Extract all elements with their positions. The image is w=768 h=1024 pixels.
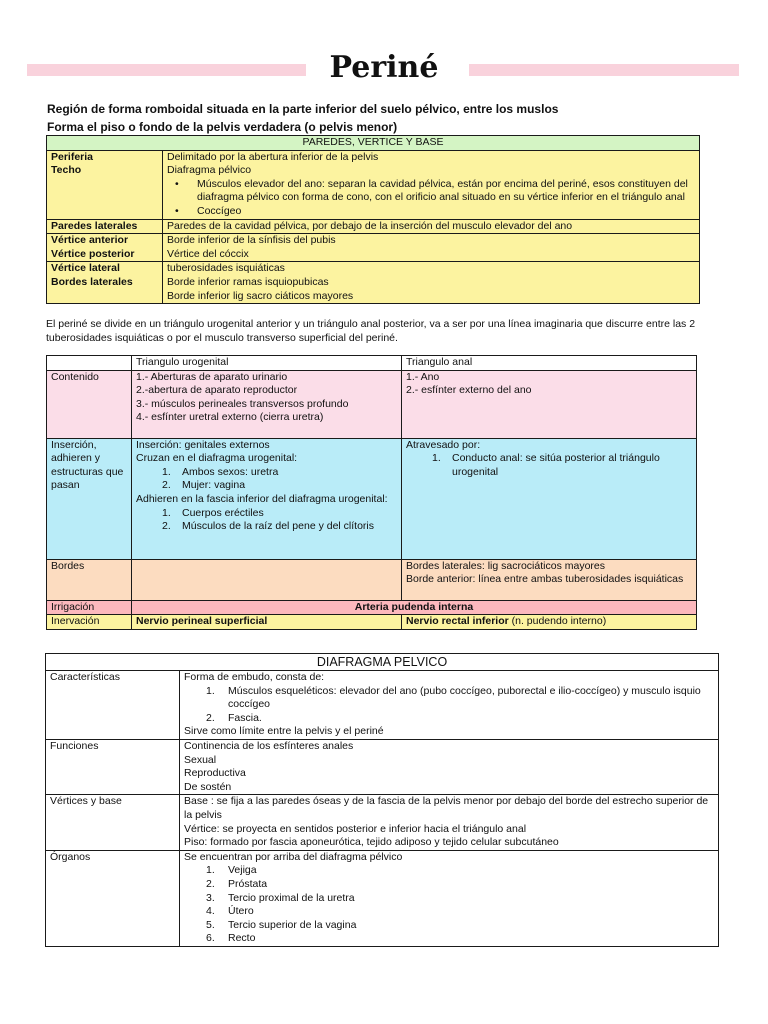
list-text: Cuerpos eréctiles <box>182 506 264 519</box>
list-text: Tercio proximal de la uretra <box>228 891 355 904</box>
table-row <box>47 438 697 559</box>
list-item <box>206 919 714 933</box>
page-title: Periné <box>329 50 439 85</box>
table-header-row <box>47 356 697 371</box>
label: Vértice lateral <box>51 262 120 275</box>
line: Forma de embudo, consta de: <box>184 671 325 683</box>
numbered-list <box>206 864 714 946</box>
title-area <box>0 48 768 88</box>
row-label <box>47 234 163 262</box>
cell <box>180 671 719 740</box>
line: 4.- esfínter uretral externo (cierra uretra) <box>136 411 324 424</box>
numbered-list <box>432 452 692 479</box>
row-label: Inervación <box>47 615 132 630</box>
label: Vértice anterior <box>51 234 129 247</box>
cell <box>180 795 719 850</box>
intro-line: Forma el piso o fondo de la pelvis verdadera (o pelvis menor) <box>47 120 398 134</box>
line: Sexual <box>184 753 217 766</box>
table-row <box>47 559 697 600</box>
row-label <box>47 150 163 219</box>
line: 1.- Aberturas de aparato urinario <box>136 370 288 383</box>
text: (n. pudendo interno) <box>508 615 607 628</box>
list-item <box>432 452 692 479</box>
list-text: Recto <box>228 932 256 945</box>
table-header: DIAFRAGMA PELVICO <box>46 654 719 671</box>
label-techo: Techo <box>51 164 82 177</box>
row-label: Contenido <box>47 370 132 438</box>
list-number: 4. <box>206 905 215 918</box>
cell <box>402 615 697 630</box>
list-number: 2. <box>206 877 215 890</box>
line: Continencia de los esfínteres anales <box>184 739 354 752</box>
table-header: PAREDES, VERTICE Y BASE <box>47 136 700 151</box>
cell <box>132 438 402 559</box>
intro-line: Región de forma romboidal situada en la parte inferior del suelo pélvico, entre los muslos <box>47 102 559 116</box>
row-label: Bordes <box>47 559 132 600</box>
row-value: Paredes de la cavidad pélvica, por debajo de la inserción del musculo elevador del ano <box>163 219 700 234</box>
intro <box>47 100 727 136</box>
numbered-list <box>206 685 714 726</box>
list-item <box>162 479 397 493</box>
row-label <box>47 262 163 304</box>
list-item <box>206 905 714 919</box>
cell <box>180 850 719 946</box>
table-row <box>47 615 697 630</box>
line: 2.- esfínter externo del ano <box>406 384 532 397</box>
walls-vertex-base-table <box>46 135 700 304</box>
line: Borde anterior: línea entre ambas tuberosidades isquiáticas <box>406 573 684 586</box>
list-item <box>162 507 397 521</box>
table-row <box>47 262 700 304</box>
line: Adhieren en la fascia inferior del diafragma urogenital: <box>136 492 388 505</box>
list-number: 2. <box>162 520 171 533</box>
table-row <box>46 850 719 946</box>
list-number: 2. <box>162 479 171 492</box>
list-text: Conducto anal: se sitúa posterior al triángulo urogenital <box>452 452 660 478</box>
row-value <box>163 234 700 262</box>
list-text: Próstata <box>228 877 268 890</box>
line: tuberosidades isquiáticas <box>167 262 285 275</box>
cell <box>132 370 402 438</box>
list-item <box>206 685 714 712</box>
line: 1.- Ano <box>406 370 440 383</box>
list-number: 1. <box>206 864 215 877</box>
cell <box>402 559 697 600</box>
list-item <box>162 466 397 480</box>
column-header: Triangulo urogenital <box>132 356 402 371</box>
line: Vértice: se proyecta en sentidos posterior e inferior hacia el triángulo anal <box>184 822 527 835</box>
bold-text: Nervio rectal inferior <box>406 615 509 628</box>
paragraph: El periné se divide en un triángulo urogenital anterior y un triángulo anal posterior, va a ser por una línea imaginaria que discurre entre las 2 tuberosidades isquiáticas o por el musculo transverso superficial del periné. <box>46 318 696 344</box>
line: Vértice del cóccix <box>167 247 249 260</box>
cell: Nervio perineal superficial <box>132 615 402 630</box>
list-text: Fascia. <box>228 711 262 724</box>
line: Se encuentran por arriba del diafragma pélvico <box>184 850 403 863</box>
list-text: Mujer: vagina <box>182 479 246 492</box>
column-header: Triangulo anal <box>402 356 697 371</box>
table-row <box>47 234 700 262</box>
list-item: • Músculos elevador del ano: separan la cavidad pélvica, están por encima del periné, esos constituyen del diafragma pélvico con forma de cono, con el orificio anal situado en su vértice inferior en el triángulo anal <box>197 178 695 205</box>
list-number: 5. <box>206 918 215 931</box>
list-text: Músculos esqueléticos: elevador del ano (pubo coccígeo, puborectal e ilio-coccígeo) y musculo isquio coccígeo <box>228 684 701 711</box>
list-text: Útero <box>228 905 254 918</box>
numbered-list <box>162 466 397 493</box>
cell <box>132 559 402 600</box>
list-number: 6. <box>206 932 215 945</box>
row-value <box>163 150 700 219</box>
bullet-list <box>197 178 695 219</box>
list-text: Vejiga <box>228 864 257 877</box>
row-label: Irrigación <box>47 600 132 615</box>
list-item <box>162 520 397 534</box>
line: De sostén <box>184 780 232 793</box>
column-header <box>47 356 132 371</box>
line: Cruzan en el diafragma urogenital: <box>136 452 298 465</box>
list-item <box>206 864 714 878</box>
table-row <box>46 739 719 794</box>
list-text: Ambos sexos: uretra <box>182 465 279 478</box>
row-label: Características <box>46 671 180 740</box>
row-label: Funciones <box>46 739 180 794</box>
list-item <box>206 932 714 946</box>
table-row <box>47 600 697 615</box>
list-number: 3. <box>206 891 215 904</box>
line: Borde inferior lig sacro ciáticos mayores <box>167 289 354 302</box>
list-item <box>206 892 714 906</box>
row-label: Vértices y base <box>46 795 180 850</box>
pelvic-diaphragm-table <box>45 653 719 947</box>
cell: Arteria pudenda interna <box>132 600 697 615</box>
list-text: Tercio superior de la vagina <box>228 918 357 931</box>
triangles-table <box>46 355 697 630</box>
list-number: 1. <box>162 506 171 519</box>
label-periferia: Periferia <box>51 150 94 163</box>
cell <box>402 438 697 559</box>
row-label: Órganos <box>46 850 180 946</box>
line: 2.-abertura de aparato reproductor <box>136 384 298 397</box>
label: Vértice posterior <box>51 247 135 260</box>
table-row <box>47 370 697 438</box>
table-row <box>46 671 719 740</box>
line: Diafragma pélvico <box>167 164 252 177</box>
row-value <box>163 262 700 304</box>
list-number: 1. <box>206 684 215 697</box>
numbered-list <box>162 507 397 534</box>
line: Delimitado por la abertura inferior de la pelvis <box>167 150 379 163</box>
table-row <box>47 219 700 234</box>
list-item <box>206 712 714 726</box>
table-row <box>46 795 719 850</box>
list-number: 2. <box>206 711 215 724</box>
row-label: Inserción, adhieren y estructuras que pasan <box>47 438 132 559</box>
list-number: 1. <box>432 452 441 465</box>
list-number: 1. <box>162 465 171 478</box>
line: 3.- músculos perineales transversos profundo <box>136 397 349 410</box>
list-text: Músculos de la raíz del pene y del clítoris <box>182 520 375 533</box>
line: Piso: formado por fascia aponeurótica, tejido adiposo y tejido celular subcutáneo <box>184 836 559 849</box>
line: Inserción: genitales externos <box>136 438 270 451</box>
table-row <box>47 150 700 219</box>
line: Atravesado por: <box>406 438 481 451</box>
cell <box>180 739 719 794</box>
list-item: • Coccígeo <box>197 205 695 219</box>
line: Base : se fija a las paredes óseas y de la fascia de la pelvis menor por debajo del borde del estrecho superior de la pelvis <box>184 795 709 821</box>
cell <box>402 370 697 438</box>
line: Bordes laterales: lig sacrociáticos mayores <box>406 559 605 572</box>
line: Borde inferior de la sínfisis del pubis <box>167 234 336 247</box>
line: Borde inferior ramas isquiopubicas <box>167 275 329 288</box>
line: Sirve como límite entre la pelvis y el periné <box>184 725 384 738</box>
list-item <box>206 878 714 892</box>
row-label: Paredes laterales <box>47 219 163 234</box>
label: Bordes laterales <box>51 275 133 288</box>
line: Reproductiva <box>184 767 246 780</box>
